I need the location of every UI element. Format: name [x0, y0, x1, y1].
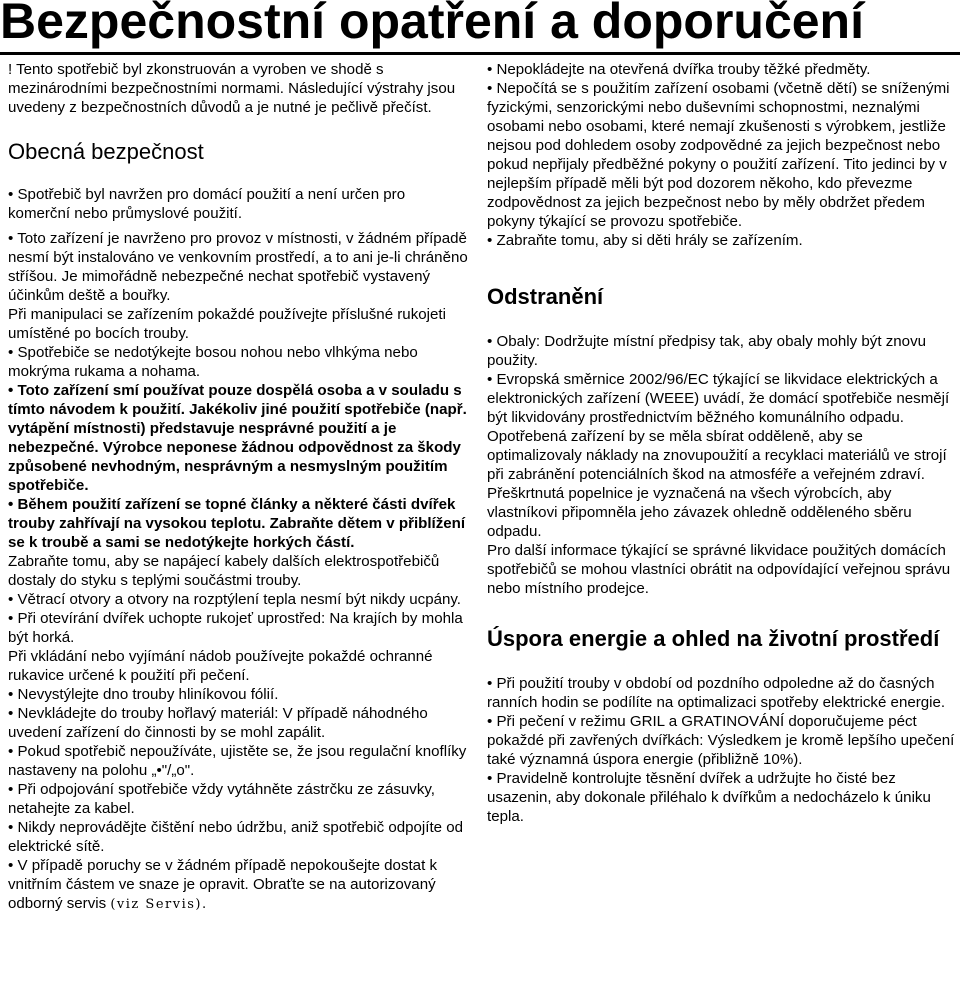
- safety-item-9: • Při otevírání dvířek uchopte rukojeť uprostřed: Na krajích by mohla být horká.: [8, 610, 463, 646]
- safety-item-3: Při manipulaci se zařízením pokaždé používejte příslušné rukojeti umístěné po bocích trouby.: [8, 306, 446, 342]
- safety-item-16-text: • V případě poruchy se v žádném případě nepokoušejte dostat k vnitřním částem ve snaze je opravit. Obraťte se na autorizovaný odborný servis: [8, 857, 438, 912]
- disposal-item-4: Pro další informace týkající se správné likvidace použitých domácích spotřebičů se mohou vlastníci obrátit na odpovídající veřejnou správu nebo místního prodejce.: [487, 542, 951, 597]
- safety-item-18: • Nepočítá se s použitím zařízení osobami (včetně dětí) se sníženými fyzickými, senzorickými nebo duševními schopnostmi, neznalými osobami nebo osobami, které nemají zkušenosti s výrobkem, jestliže nejsou pod dohledem osoby zodpovědné za jejich bezpečnost nebo pokud nepřijaly předběžné pokyny o použití zařízení. Tito jedinci by v nejlepším případě měli být pod dozorem někoho, kdo převezme zodpovědnost za jejich bezpečnost nebo by měly obdržet předem pokyny týkající se provozu spotřebiče.: [487, 80, 950, 230]
- safety-item-17: • Nepokládejte na otevřená dvířka trouby těžké předměty.: [487, 61, 871, 78]
- energy-item-1: • Při použití trouby v období od pozdního odpoledne až do časných ranních hodin se podílíte na optimalizaci spotřeby elektrické energie.: [487, 675, 946, 711]
- disposal-item-3: Přeškrtnutá popelnice je vyznačená na všech výrobcích, aby vlastníkovi připomněla jeho závazek ohledně odděleného sběru odpadu.: [487, 485, 912, 540]
- safety-item-15: • Nikdy neprovádějte čištění nebo údržbu, aniž spotřebič odpojíte od elektrické sítě.: [8, 819, 464, 855]
- safety-item-5: • Toto zařízení smí používat pouze dospělá osoba a v souladu s tímto návodem k použití. Jakékoliv jiné použití spotřebiče (např. vytápění místnosti) představuje nesprávné použití a je nebezpečné. Výrobce neponese žádnou odpovědnost za škody způsobené nevhodným, nesprávným a nesmyslným použitím spotřebiče.: [8, 382, 467, 494]
- safety-item-16: [8, 856, 468, 914]
- heading-energy-saving: Úspora energie a ohled na životní prostředí: [487, 626, 940, 651]
- disposal-item-1: • Obaly: Dodržujte místní předpisy tak, aby obaly mohly být znovu použity.: [487, 333, 927, 369]
- safety-item-14: • Při odpojování spotřebiče vždy vytáhněte zástrčku ze zásuvky, netahejte za kabel.: [8, 781, 435, 817]
- heading-disposal: Odstranění: [487, 284, 604, 309]
- title-underline: [0, 52, 960, 55]
- safety-item-2: • Toto zařízení je navrženo pro provoz v místnosti, v žádném případě nesmí být instalováno ve venkovním prostředí, a to ani je-li chráněno stříšou. Je mimořádně nebezpečné nechat spotřebič vystavený účinkům deště a bouřky.: [8, 230, 468, 304]
- safety-item-13: • Pokud spotřebič nepoužíváte, ujistěte se, že jsou regulační knoflíky nastaveny na polohu „•"/„o".: [8, 743, 467, 779]
- safety-item-1: • Spotřebič byl navržen pro domácí použití a není určen pro komerční nebo průmyslové použití.: [8, 186, 406, 222]
- safety-item-10: Při vkládání nebo vyjímání nádob používejte pokaždé ochranné rukavice určené k použití při pečení.: [8, 648, 433, 684]
- energy-item-3: • Pravidelně kontrolujte těsnění dvířek a udržujte ho čisté bez usazenin, aby dokonale přiléhalo k dvířkům a nedocházelo k úniku tepla.: [487, 770, 931, 825]
- safety-item-6: • Během použití zařízení se topné články a některé části dvířek trouby zahřívají na vysokou teplotu. Zabraňte dětem v přiblížení se k troubě a sami se nedotýkejte horkých částí.: [8, 496, 466, 551]
- page-title: Bezpečnostní opatření a doporučení: [0, 0, 864, 49]
- safety-item-11: • Nevystýlejte dno trouby hliníkovou fólií.: [8, 686, 279, 703]
- right-column: [487, 60, 955, 826]
- safety-item-8: • Větrací otvory a otvory na rozptýlení tepla nesmí být nikdy ucpány.: [8, 591, 462, 608]
- safety-item-4: • Spotřebiče se nedotýkejte bosou nohou nebo vlhkýma nebo mokrýma rukama a nohama.: [8, 344, 418, 380]
- safety-item-7: Zabraňte tomu, aby se napájecí kabely dalších elektrospotřebičů dostaly do styku s teplými součástmi trouby.: [8, 553, 440, 589]
- intro-paragraph: ! Tento spotřebič byl zkonstruován a vyroben ve shodě s mezinárodními bezpečnostními normami. Následující výstrahy jsou uvedeny z bezpečnostních důvodů a je nutné je pečlivě přečíst.: [8, 61, 456, 116]
- left-column: [8, 60, 468, 914]
- safety-item-12: • Nevkládejte do trouby hořlavý materiál: V případě náhodného uvedení zařízení do činnosti by se mohl zapálit.: [8, 705, 428, 741]
- energy-item-2: • Při pečení v režimu GRIL a GRATINOVÁNÍ doporučujeme péct pokaždé při zavřených dvířkách: Výsledkem je kromě lepšího upečení také významná úspora energie (přibližně 10%).: [487, 713, 955, 768]
- heading-general-safety: Obecná bezpečnost: [8, 139, 204, 164]
- disposal-item-2: • Evropská směrnice 2002/96/EC týkající se likvidace elektrických a elektronických zařízení (WEEE) uvádí, že domácí spotřebiče nesmějí být likvidovány prostřednictvím běžného komunálního odpadu. Opotřebená zařízení by se měla sbírat odděleně, aby se optimalizovaly náklady na znovupoužití a recyklaci materiálů ve strojí při zabránění potenciálních škod na atmosféře a veřejném zdraví.: [487, 371, 950, 483]
- service-reference: (viz Servis).: [110, 897, 208, 912]
- safety-item-19: • Zabraňte tomu, aby si děti hrály se zařízením.: [487, 232, 803, 249]
